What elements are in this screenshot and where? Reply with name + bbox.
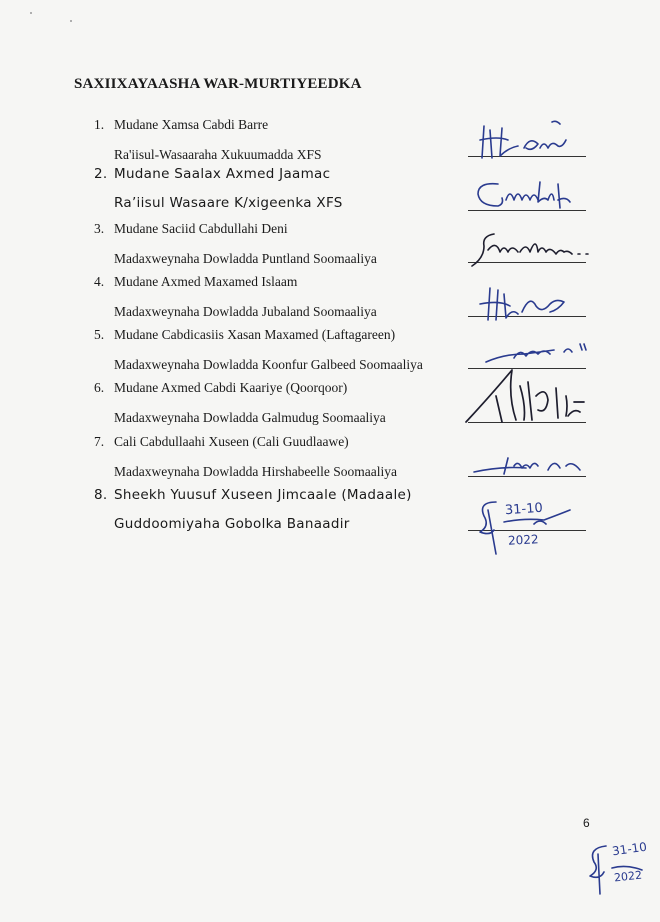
signatory-title: Guddoomiyaha Gobolka Banaadir — [114, 516, 350, 532]
name-text: Mudane Axmed Cabdi Kaariye (Qoorqoor) — [114, 380, 348, 395]
signature-2 — [474, 178, 586, 214]
signatory-title: Ra’iisul Wasaare K/xigeenka XFS — [114, 195, 343, 211]
section-heading: SAXIIXAYAASHA WAR-MURTIYEEDKA — [74, 76, 362, 92]
list-number: 4. — [94, 274, 105, 289]
list-number: 2. — [94, 166, 108, 182]
signatory-entry-7 — [94, 433, 474, 480]
name-text: Mudane Saalax Axmed Jaamac — [114, 166, 331, 182]
signatory-entry-6 — [94, 379, 474, 426]
name-text: Mudane Cabdicasiis Xasan Maxamed (Laftagareen) — [114, 327, 396, 342]
signatory-name — [94, 273, 474, 290]
signatory-name — [94, 326, 474, 343]
signature-date-day: 31-10 — [504, 500, 544, 519]
scan-speck — [70, 20, 72, 22]
name-text: Cali Cabdullaahi Xuseen (Cali Guudlaawe) — [114, 434, 349, 449]
signatory-name — [94, 220, 474, 237]
signatory-name — [94, 116, 474, 133]
footer-date-year: 2022 — [613, 868, 643, 885]
signature-6 — [462, 366, 596, 426]
signatory-title: Madaxweynaha Dowladda Galmudug Soomaaliya — [114, 410, 386, 425]
signatory-entry-1 — [94, 116, 474, 163]
signatory-title: Madaxweynaha Dowladda Hirshabeelle Soomaaliya — [114, 464, 398, 479]
list-number: 3. — [94, 221, 105, 236]
signatory-name — [94, 433, 474, 450]
list-number: 7. — [94, 434, 105, 449]
footer-date-day: 31-10 — [611, 839, 648, 859]
signatory-name — [94, 487, 474, 504]
signatory-entry-3 — [94, 220, 474, 267]
signature-7 — [472, 452, 584, 480]
signatory-title: Madaxweynaha Dowladda Jubaland Soomaaliya — [114, 304, 377, 319]
list-number: 1. — [94, 117, 105, 132]
signatory-name — [94, 166, 474, 183]
signatory-name — [94, 379, 474, 396]
name-text: Mudane Saciid Cabdullahi Deni — [114, 221, 288, 236]
signatory-entry-8 — [94, 487, 474, 533]
signatory-entry-5 — [94, 326, 474, 373]
signatory-title: Madaxweynaha Dowladda Puntland Soomaaliya — [114, 251, 377, 266]
scan-speck — [30, 12, 32, 14]
signature-date-year: 2022 — [507, 532, 539, 548]
signature-4 — [470, 284, 580, 324]
signatory-entry-2 — [94, 166, 474, 212]
list-number: 6. — [94, 380, 105, 395]
name-text: Mudane Xamsa Cabdi Barre — [114, 117, 269, 132]
signature-1 — [478, 118, 588, 162]
signatory-title: Madaxweynaha Dowladda Koonfur Galbeed Soomaaliya — [114, 357, 423, 372]
list-number: 5. — [94, 327, 105, 342]
name-text: Mudane Axmed Maxamed Islaam — [114, 274, 298, 289]
signature-3 — [470, 230, 594, 270]
signatory-title: Ra'iisul-Wasaaraha Xukuumadda XFS — [114, 147, 322, 162]
page-number: 6 — [583, 816, 590, 830]
signatory-entry-4 — [94, 273, 474, 320]
list-number: 8. — [94, 487, 108, 503]
name-text: Sheekh Yuusuf Xuseen Jimcaale (Madaale) — [114, 487, 412, 503]
